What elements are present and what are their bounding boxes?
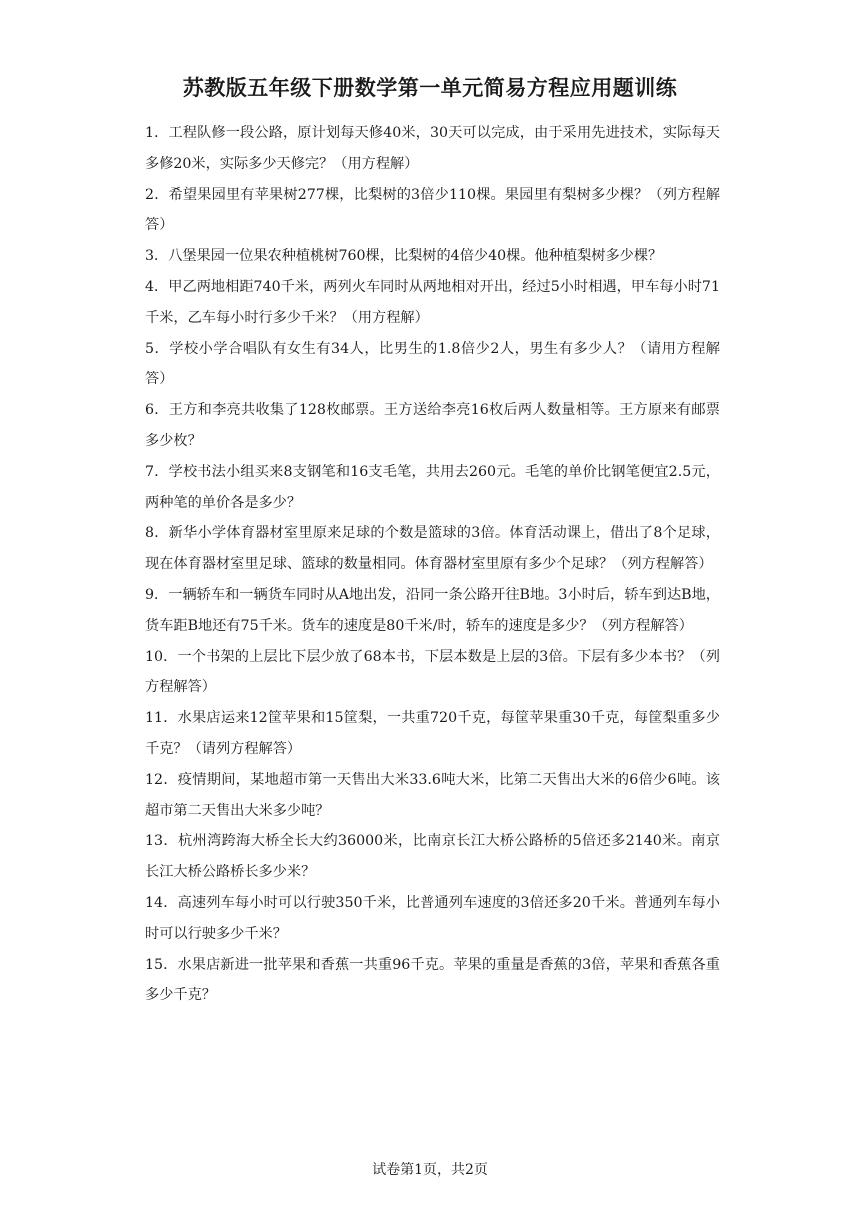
question-item: 12．疫情期间，某地超市第一天售出大米33.6吨大米，比第二天售出大米的6倍少6吨。该超市第二天售出大米多少吨？	[145, 771, 720, 819]
question-item: 9．一辆轿车和一辆货车同时从A地出发，沿同一条公路开往B地。3小时后，轿车到达B地，货车距B地还有75千米。货车的速度是80千米/时，轿车的速度是多少？（列方程解答）	[145, 586, 720, 634]
question-item: 5．学校小学合唱队有女生有34人，比男生的1.8倍少2人，男生有多少人？（请用方程解答）	[145, 340, 720, 388]
question-item: 13．杭州湾跨海大桥全长大约36000米，比南京长江大桥公路桥的5倍还多2140米。南京长江大桥公路桥长多少米？	[145, 833, 720, 881]
question-item: 8．新华小学体育器材室里原来足球的个数是篮球的3倍。体育活动课上，借出了8个足球，现在体育器材室里足球、篮球的数量相同。体育器材室里原有多少个足球？（列方程解答）	[145, 525, 720, 573]
question-item: 14．高速列车每小时可以行驶350千米，比普通列车速度的3倍还多20千米。普通列车每小时可以行驶多少千米？	[145, 894, 720, 942]
page-footer: 试卷第1页，共2页	[372, 1162, 488, 1178]
page-title: 苏教版五年级下册数学第一单元简易方程应用题训练	[182, 76, 678, 100]
question-item: 1．工程队修一段公路，原计划每天修40米，30天可以完成，由于采用先进技术，实际每天多修20米，实际多少天修完？（用方程解）	[145, 125, 720, 172]
question-list	[145, 118, 720, 1011]
question-item: 6．王方和李亮共收集了128枚邮票。王方送给李亮16枚后两人数量相等。王方原来有邮票多少枚？	[145, 402, 720, 449]
question-item: 2．希望果园里有苹果树277棵，比梨树的3倍少110棵。果园里有梨树多少棵？（列方程解答）	[145, 186, 720, 234]
question-item: 11．水果店运来12筐苹果和15筐梨，一共重720千克，每筐苹果重30千克，每筐梨重多少千克？（请列方程解答）	[145, 710, 720, 757]
question-item: 15．水果店新进一批苹果和香蕉一共重96千克。苹果的重量是香蕉的3倍，苹果和香蕉各重多少千克？	[145, 956, 720, 1004]
question-item: 7．学校书法小组买来8支钢笔和16支毛笔，共用去260元。毛笔的单价比钢笔便宜2.5元，两种笔的单价各是多少？	[145, 463, 720, 511]
question-item: 4．甲乙两地相距740千米，两列火车同时从两地相对开出，经过5小时相遇，甲车每小时71千米，乙车每小时行多少千米？（用方程解）	[145, 278, 720, 326]
question-item: 3．八堡果园一位果农种植桃树760棵，比梨树的4倍少40棵。他种植梨树多少棵？	[145, 248, 663, 265]
question-item: 10．一个书架的上层比下层少放了68本书，下层本数是上层的3倍。下层有多少本书？（列方程解答）	[145, 648, 720, 696]
